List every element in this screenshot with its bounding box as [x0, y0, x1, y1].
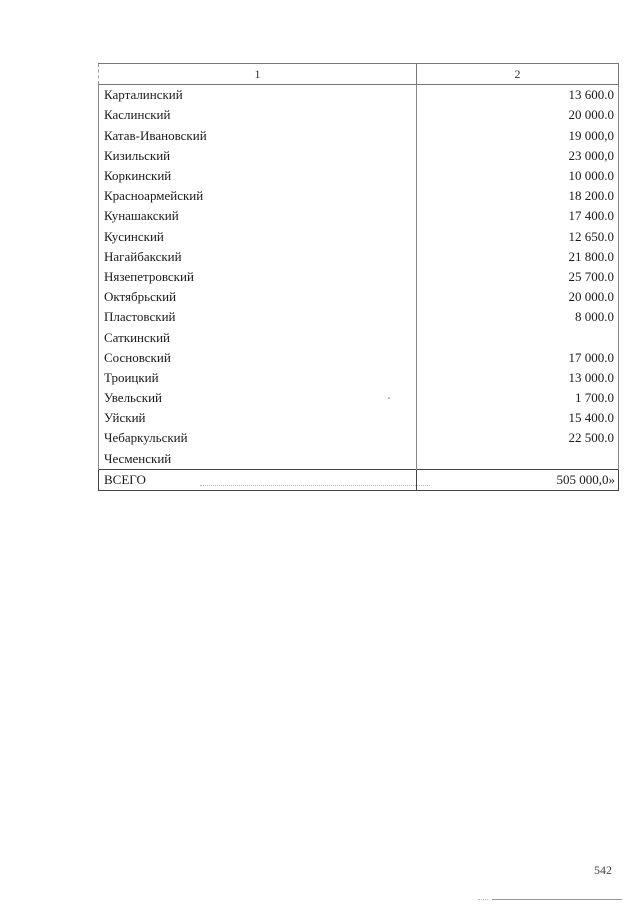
district-name: Нагайбакский — [99, 247, 417, 267]
district-value — [417, 449, 619, 470]
table-row — [99, 267, 619, 287]
table-row — [99, 206, 619, 226]
district-value: 13 600.0 — [417, 85, 619, 106]
district-value: 23 000,0 — [417, 146, 619, 166]
district-name: Коркинский — [99, 166, 417, 186]
table-row — [99, 247, 619, 267]
district-value: 20 000.0 — [417, 105, 619, 125]
table-row — [99, 428, 619, 448]
table-row — [99, 327, 619, 347]
district-name: Саткинский — [99, 327, 417, 347]
table-row — [99, 126, 619, 146]
district-value: 1 700.0 — [417, 388, 619, 408]
district-name: Карталинский — [99, 85, 417, 106]
district-value: 17 400.0 — [417, 206, 619, 226]
total-value: 505 000,0» — [417, 469, 619, 490]
column-header-2: 2 — [417, 64, 619, 85]
district-name: Октябрьский — [99, 287, 417, 307]
district-value: 12 650.0 — [417, 227, 619, 247]
column-header-1: 1 — [99, 64, 417, 85]
table-row — [99, 85, 619, 106]
table-total-row — [99, 469, 619, 490]
table-row — [99, 449, 619, 470]
district-name: Кунашакский — [99, 206, 417, 226]
scan-artifact-line — [200, 485, 430, 486]
district-table — [98, 63, 619, 491]
table-body — [99, 85, 619, 470]
table-row — [99, 287, 619, 307]
district-value: 25 700.0 — [417, 267, 619, 287]
scan-speck — [388, 397, 390, 399]
table-row — [99, 166, 619, 186]
total-label: ВСЕГО — [99, 469, 417, 490]
district-value: 10 000.0 — [417, 166, 619, 186]
district-value: 8 000.0 — [417, 307, 619, 327]
table-row — [99, 408, 619, 428]
table-row — [99, 186, 619, 206]
district-value: 18 200.0 — [417, 186, 619, 206]
table-row — [99, 388, 619, 408]
district-name: Сосновский — [99, 348, 417, 368]
district-value: 17 000.0 — [417, 348, 619, 368]
district-value: 19 000,0 — [417, 126, 619, 146]
district-name: Катав-Ивановский — [99, 126, 417, 146]
table-row — [99, 348, 619, 368]
district-name: Троицкий — [99, 368, 417, 388]
district-value: 13 000.0 — [417, 368, 619, 388]
district-name: Чесменский — [99, 449, 417, 470]
table-row — [99, 105, 619, 125]
district-name: Уйский — [99, 408, 417, 428]
table-container — [98, 63, 618, 491]
district-name: Кизильский — [99, 146, 417, 166]
page-number: 542 — [594, 863, 612, 877]
district-name: Увельский — [99, 388, 417, 408]
table-header-row — [99, 64, 619, 85]
district-name: Нязепетровский — [99, 267, 417, 287]
district-value: 22 500.0 — [417, 428, 619, 448]
district-name: Чебаркульский — [99, 428, 417, 448]
district-name: Пластовский — [99, 307, 417, 327]
district-value: 21 800.0 — [417, 247, 619, 267]
district-name: Кусинский — [99, 227, 417, 247]
table-row — [99, 146, 619, 166]
table-row — [99, 227, 619, 247]
district-name: Каслинский — [99, 105, 417, 125]
footer-rule-dotted — [478, 899, 488, 900]
district-name: Красноармейский — [99, 186, 417, 206]
table-row — [99, 307, 619, 327]
district-value — [417, 327, 619, 347]
footer-rule — [492, 899, 622, 900]
table-row — [99, 368, 619, 388]
district-value: 20 000.0 — [417, 287, 619, 307]
district-value: 15 400.0 — [417, 408, 619, 428]
